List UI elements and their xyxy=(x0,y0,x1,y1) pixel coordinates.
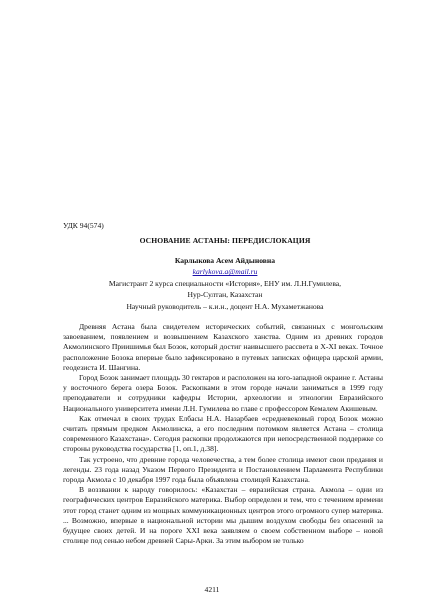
page-number: 4211 xyxy=(204,585,220,594)
paragraph: Так устроено, что древние города человечества, а тем более столица имеют свои предания и легенды. 23 года назад Указом Первого Президента и Постановлением Парламента Республики города Акмола с 10 декабря 1997 года была объявлена столицей Казахстана. xyxy=(63,454,383,485)
paragraph: Город Бозок занимает площадь 30 гектаров и расположен на юго-западной окраине г. Астаны у восточного берега озера Бозок. Раскопками в этом городе начали заниматься в 1999 году преподаватели и сотрудники кафедры Истории, археологии и этнологии Евразийского Национального университета имени Л.Н. Гумилева во главе с профессором Кемалем Акишевым. xyxy=(63,373,383,413)
article-body xyxy=(63,322,383,546)
author-location: Нур-Султан, Казахстан xyxy=(187,290,263,300)
paragraph: Как отмечал в своих трудах Елбасы Н.А. Назарбаев «средневековый город Бозок можно считать прямым предком Акмолинска, а его последним потомком является Астана – столица современного Казахстана». Сегодня раскопки продолжаются при непосредственной поддержке со стороны руководства государства [1, оп.1, д.38]. xyxy=(63,413,383,454)
author-position: Магистрант 2 курса специальности «История», ЕНУ им. Л.Н.Гумилева, xyxy=(108,278,342,288)
article-title: ОСНОВАНИЕ АСТАНЫ: ПЕРЕДИСЛОКАЦИЯ xyxy=(139,236,311,245)
supervisor-line: Научный руководитель – к.и.н., доцент Н.А. Мухаметжанова xyxy=(126,301,324,311)
author-email-link[interactable]: karlykova.a@mail.ru xyxy=(192,267,258,277)
paragraph: Древняя Астана была свидетелем исторических событий, связанных с монгольским завоеванием, появлением и возвышением Казахского ханства. Одним из древних городов Акмолинского Приишимья был Бозок, который достиг наивысшего рассвета в X-XI веках. Точное расположение Бозока впервые было зафиксировано в путевых записках офицера царской армии, геодезиста И. Шангина. xyxy=(63,322,383,372)
author-block xyxy=(40,255,410,312)
author-name: Карлыкова Асем Айдыновна xyxy=(174,256,276,265)
udk-code: УДК 94(574) xyxy=(63,221,104,230)
paragraph: В воззвании к народу говорилось: «Казахстан – евразийская страна. Акмола – одни из географических центров Евразийского материка. Выбор определен и тем, что с течением времени этот город станет одним из мощных коммуникационных центров этого огромного супер материка. ... Возможно, впервые в национальной истории мы дышим воздухом свободы без опасений за будущее своих детей. И на пороге XXI века заявляем о своем собственном выборе – новой столице под сенью небом древней Сары-Арки. За этим выбором не только xyxy=(63,485,383,546)
